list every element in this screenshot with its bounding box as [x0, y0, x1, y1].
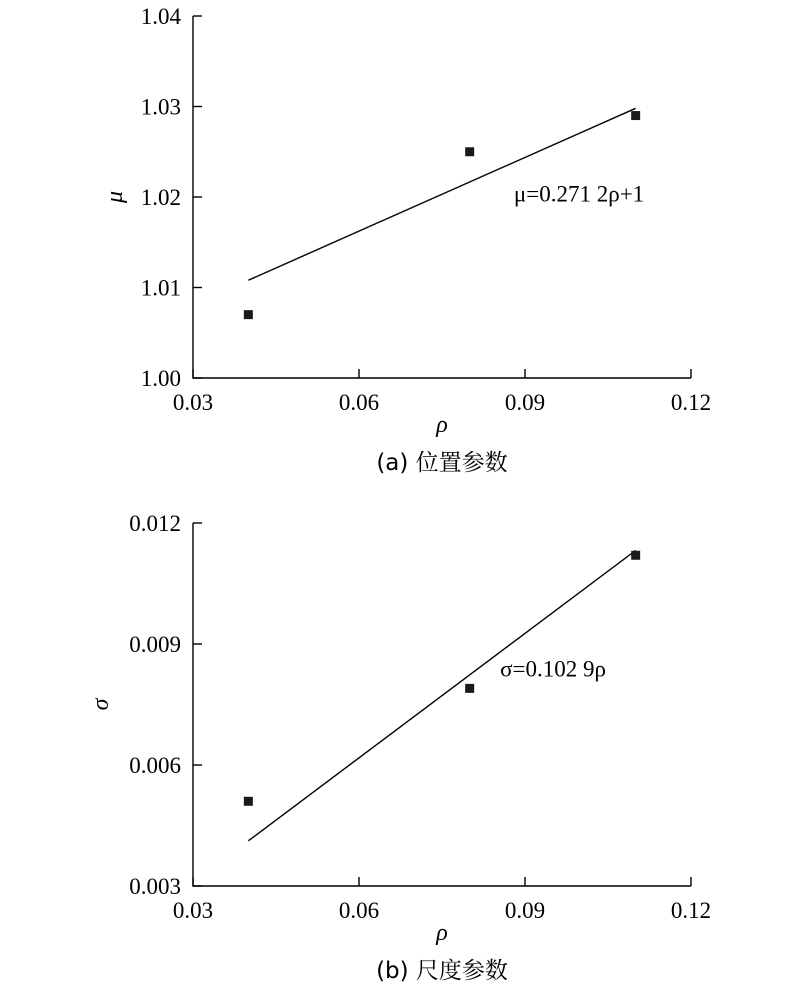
b-axes	[193, 523, 691, 886]
a-y-tick-label-0: 1.00	[140, 366, 181, 391]
b-data-point-1	[465, 684, 474, 693]
a-y-tick-label-4: 1.04	[140, 4, 181, 29]
a-y-tick-label-1: 1.01	[140, 275, 181, 301]
b-fit-line	[248, 550, 635, 840]
b-equation-annotation: σ=0.102 9ρ	[500, 656, 606, 682]
a-x-tick-label-2: 0.09	[504, 390, 546, 415]
a-x-tick-label-3: 0.12	[670, 390, 712, 415]
a-data-point-1	[465, 147, 474, 156]
a-y-tick-label-2: 1.02	[140, 185, 181, 210]
a-x-tick-label-0: 0.03	[172, 390, 214, 415]
b-data-point-2	[631, 551, 640, 560]
b-y-tick-label-2: 0.009	[129, 632, 181, 657]
panel-a-location-parameter	[102, 4, 711, 476]
b-x-tick-label-3: 0.12	[670, 898, 712, 923]
a-y-tick-label-3: 1.03	[140, 94, 181, 120]
b-x-axis-title: ρ	[436, 920, 448, 946]
b-y-tick-label-0: 0.003	[129, 874, 181, 899]
b-y-tick-label-3: 0.012	[129, 511, 181, 536]
b-x-tick-label-0: 0.03	[172, 898, 214, 923]
a-x-axis-title: ρ	[436, 412, 448, 438]
a-caption: (a) 位置参数	[376, 450, 508, 476]
b-x-tick-label-1: 0.06	[338, 898, 380, 923]
b-x-tick-label-2: 0.09	[504, 898, 546, 923]
a-data-point-0	[244, 310, 253, 319]
b-y-axis-title: σ	[88, 698, 114, 711]
a-x-tick-label-1: 0.06	[338, 390, 380, 415]
a-y-axis-title: μ	[102, 190, 128, 204]
panel-b-scale-parameter	[88, 511, 711, 984]
b-y-tick-label-1: 0.006	[129, 753, 181, 778]
a-data-point-2	[631, 111, 640, 120]
b-data-point-0	[244, 797, 253, 806]
b-caption: (b) 尺度参数	[376, 958, 508, 984]
a-equation-annotation: μ=0.271 2ρ+1	[513, 181, 645, 207]
